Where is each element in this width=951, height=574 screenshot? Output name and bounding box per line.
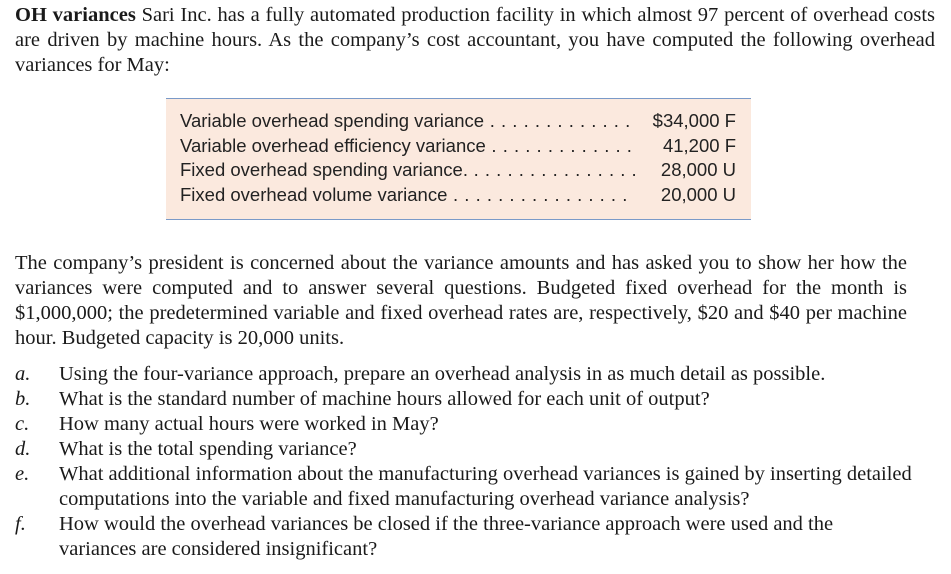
question-list [15, 362, 915, 562]
variance-label: Variable overhead spending variance . . . [180, 109, 635, 134]
question-text: How many actual hours were worked in May? [59, 413, 439, 435]
question-item [15, 512, 915, 562]
question-letter: b. [15, 388, 31, 410]
question-item [15, 362, 915, 387]
variance-label: Fixed overhead spending variance. . . . [180, 158, 635, 183]
question-item [15, 387, 915, 412]
variance-table-box [166, 98, 751, 220]
context-paragraph: The company’s president is concerned about the variance amounts and has asked you to show her how the variances were computed and to answer several questions. Budgeted fixed overhead for the month is $1,000,000; the predetermined variable and fixed overhead rates are, respectively, $20 and $40 per machine hour. Budgeted capacity is 20,000 units. [15, 252, 907, 349]
variance-label: Variable overhead efficiency variance . . . [180, 134, 635, 159]
question-item [15, 412, 915, 437]
variance-row [180, 109, 740, 134]
question-item [15, 437, 915, 462]
question-letter: f. [15, 513, 26, 535]
variance-table [180, 109, 740, 207]
question-item [15, 462, 915, 512]
question-text: What additional information about the manufacturing overhead variances is gained by inserting detailed computations into the variable and fixed manufacturing overhead variance analysis? [59, 463, 912, 510]
question-letter: e. [15, 463, 30, 485]
variance-value: 41,200 F [662, 134, 736, 156]
question-text: Using the four-variance approach, prepare an overhead analysis in as much detail as possible. [59, 363, 826, 385]
variance-row [180, 158, 740, 183]
intro-text: Sari Inc. has a fully automated production facility in which almost 97 percent of overhead costs are driven by machine hours. As the company’s cost accountant, you have computed the following overhead variances for May: [15, 4, 935, 76]
variance-row [180, 134, 740, 159]
variance-value: 28,000 U [660, 159, 736, 180]
question-letter: a. [15, 363, 31, 385]
question-letter: c. [15, 413, 30, 435]
variance-value: 20,000 U [660, 183, 736, 205]
variance-row [180, 183, 740, 208]
question-text: How would the overhead variances be closed if the three-variance approach were used and the variances are considered insignificant? [59, 513, 834, 560]
variance-label: Fixed overhead volume variance . . . [180, 183, 635, 208]
question-letter: d. [15, 438, 31, 460]
question-text: What is the standard number of machine hours allowed for each unit of output? [59, 388, 710, 410]
problem-title: OH variances [15, 4, 136, 26]
question-text: What is the total spending variance? [59, 438, 357, 460]
variance-value: $34,000 F [652, 110, 736, 131]
intro-paragraph [15, 3, 935, 78]
